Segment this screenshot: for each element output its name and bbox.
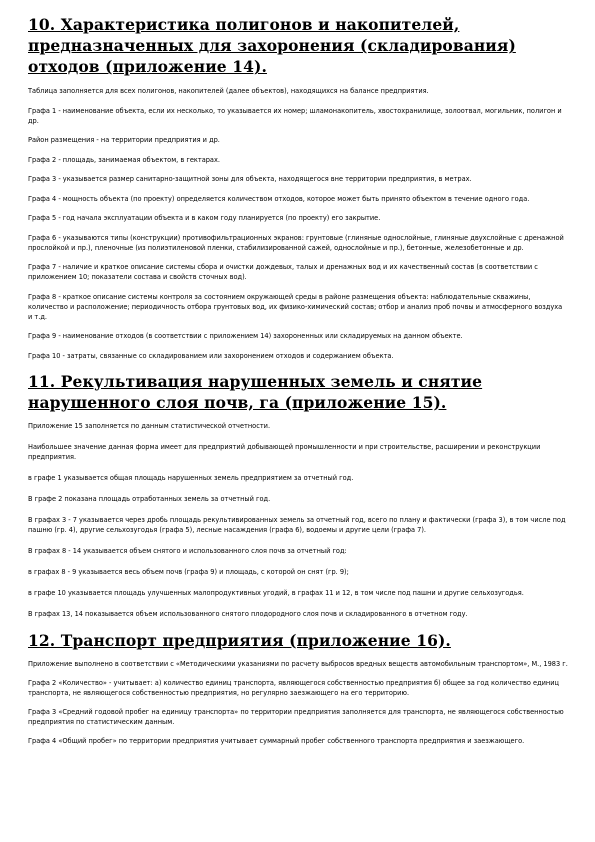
section-10-paragraph: Графа 7 - наличие и краткое описание системы сбора и очистки дождевых, талых и дренажных вод и их качественный состав (в соответствии с приложением 10; показатели состава и свойств сточных вод). [28,263,538,281]
section-10-paragraph: Район размещения - на территории предприятия и др. [28,136,220,144]
section-10-paragraph: Графа 1 - наименование объекта, если их несколько, то указывается их номер; шламонакопитель, хвостохранилище, золоотвал, могильник, полигон и др. [28,106,562,125]
section-10-paragraph: Графа 10 - затраты, связанные со складированием или захоронением отходов и содержанием объекта. [28,351,394,360]
section-11-paragraph: В графах 3 - 7 указывается через дробь площадь рекультивированных земель за отчетный год, всего по плану и фактически (графа 3), в том числе под пашню (гр. 4), другие сельхозугодья (графа 5), лесные насаждения (графа 6), водоемы и другие цели (графа 7). [28,515,566,534]
section-11-heading: 11. Рекультивация нарушенных земель и снятие нарушенного слоя почв, га (приложение 15). [28,371,483,412]
section-10 [28,14,568,361]
section-12-paragraph: Графа 4 «Общий пробег» по территории предприятия учитывает суммарный пробег собственного транспорта предприятия и заезжающего. [28,736,525,745]
section-10-paragraph: Графа 4 - мощность объекта (по проекту) определяется количеством отходов, которое может быть принято объектом в течение одного года. [28,194,530,203]
section-11-paragraph: В графе 2 показана площадь отработанных земель за отчетный год. [28,494,271,503]
section-11-paragraph: Наибольшее значение данная форма имеет для предприятий добывающей промышленности и при строительстве, расширении и реконструкции предприятия. [28,442,541,461]
section-10-paragraph: Графа 5 - год начала эксплуатации объекта и в каком году планируется (по проекту) его закрытие. [28,214,381,222]
section-12 [28,630,568,746]
section-11-paragraph: в графе 10 указывается площадь улучшенных малопродуктивных угодий, в графах 11 и 12, в том числе под пашни и другие сельхозугодья. [28,588,524,597]
section-10-heading: 10. Характеристика полигонов и накопителей, предназначенных для захоронения (складирования) отходов (приложение 14). [28,15,516,76]
section-11-paragraph: в графе 1 указывается общая площадь нарушенных земель предприятием за отчетный год. [28,473,354,482]
section-12-paragraph: Графа 3 «Средний годовой пробег на единицу транспорта» по территории предприятия заполняется для транспорта, не являющегося собственностью предприятия по статистическим данным. [28,707,564,726]
section-12-paragraph: Приложение выполнено в соответствии с «Методическими указаниями по расчету выбросов вредных веществ автомобильным транспортом», М., 1983 г. [28,659,568,668]
section-10-paragraph: Таблица заполняется для всех полигонов, накопителей (далее объектов), находящихся на балансе предприятия. [28,87,429,95]
section-12-paragraph: Графа 2 «Количество» - учитывает: а) количество единиц транспорта, являющегося собственностью предприятия б) общее за год количество единиц транспорта, не являющегося собственностью предприятия, но регулярно заезжающего на его территорию. [28,678,559,697]
section-11-paragraph: в графах 8 - 9 указывается весь объем почв (графа 9) и площадь, с которой он снят (гр. 9); [28,567,349,576]
section-12-heading: 12. Транспорт предприятия (приложение 16). [28,630,451,650]
document-page [28,14,568,755]
section-11-paragraph: Приложение 15 заполняется по данным статистической отчетности. [28,421,271,430]
section-11 [28,371,568,619]
section-10-paragraph: Графа 8 - краткое описание системы контроля за состоянием окружающей среды в районе размещения объекта: наблюдательные скважины, количество и расположение; периодичность отбора грунтовых вод, их физико-химический состав; отбор и анализ проб почвы и атмосферного воздуха и т.д. [28,292,563,321]
section-10-paragraph: Графа 6 - указываются типы (конструкции) противофильтрационных экранов: грунтовые (глиняные однослойные, глиняные двухслойные с дренажной прослойкой и пр.), пленочные (из полиэтиленовой пленки, стабилизированной сажей, однослойные и пр.), бетонные, железобетонные и др. [28,233,564,252]
section-10-paragraph: Графа 2 - площадь, занимаемая объектом, в гектарах. [28,155,220,164]
section-11-paragraph: В графах 13, 14 показывается объем использованного снятого плодородного слоя почв и складированного в отчетном году. [28,609,468,618]
section-11-paragraph: В графах 8 - 14 указывается объем снятого и использованного слоя почв за отчетный год: [28,546,347,555]
section-10-paragraph: Графа 3 - указывается размер санитарно-защитной зоны для объекта, находящегося вне территории предприятия, в метрах. [28,175,472,183]
section-10-paragraph: Графа 9 - наименование отходов (в соответствии с приложением 14) захороненных или складируемых на данном объекте. [28,332,463,340]
